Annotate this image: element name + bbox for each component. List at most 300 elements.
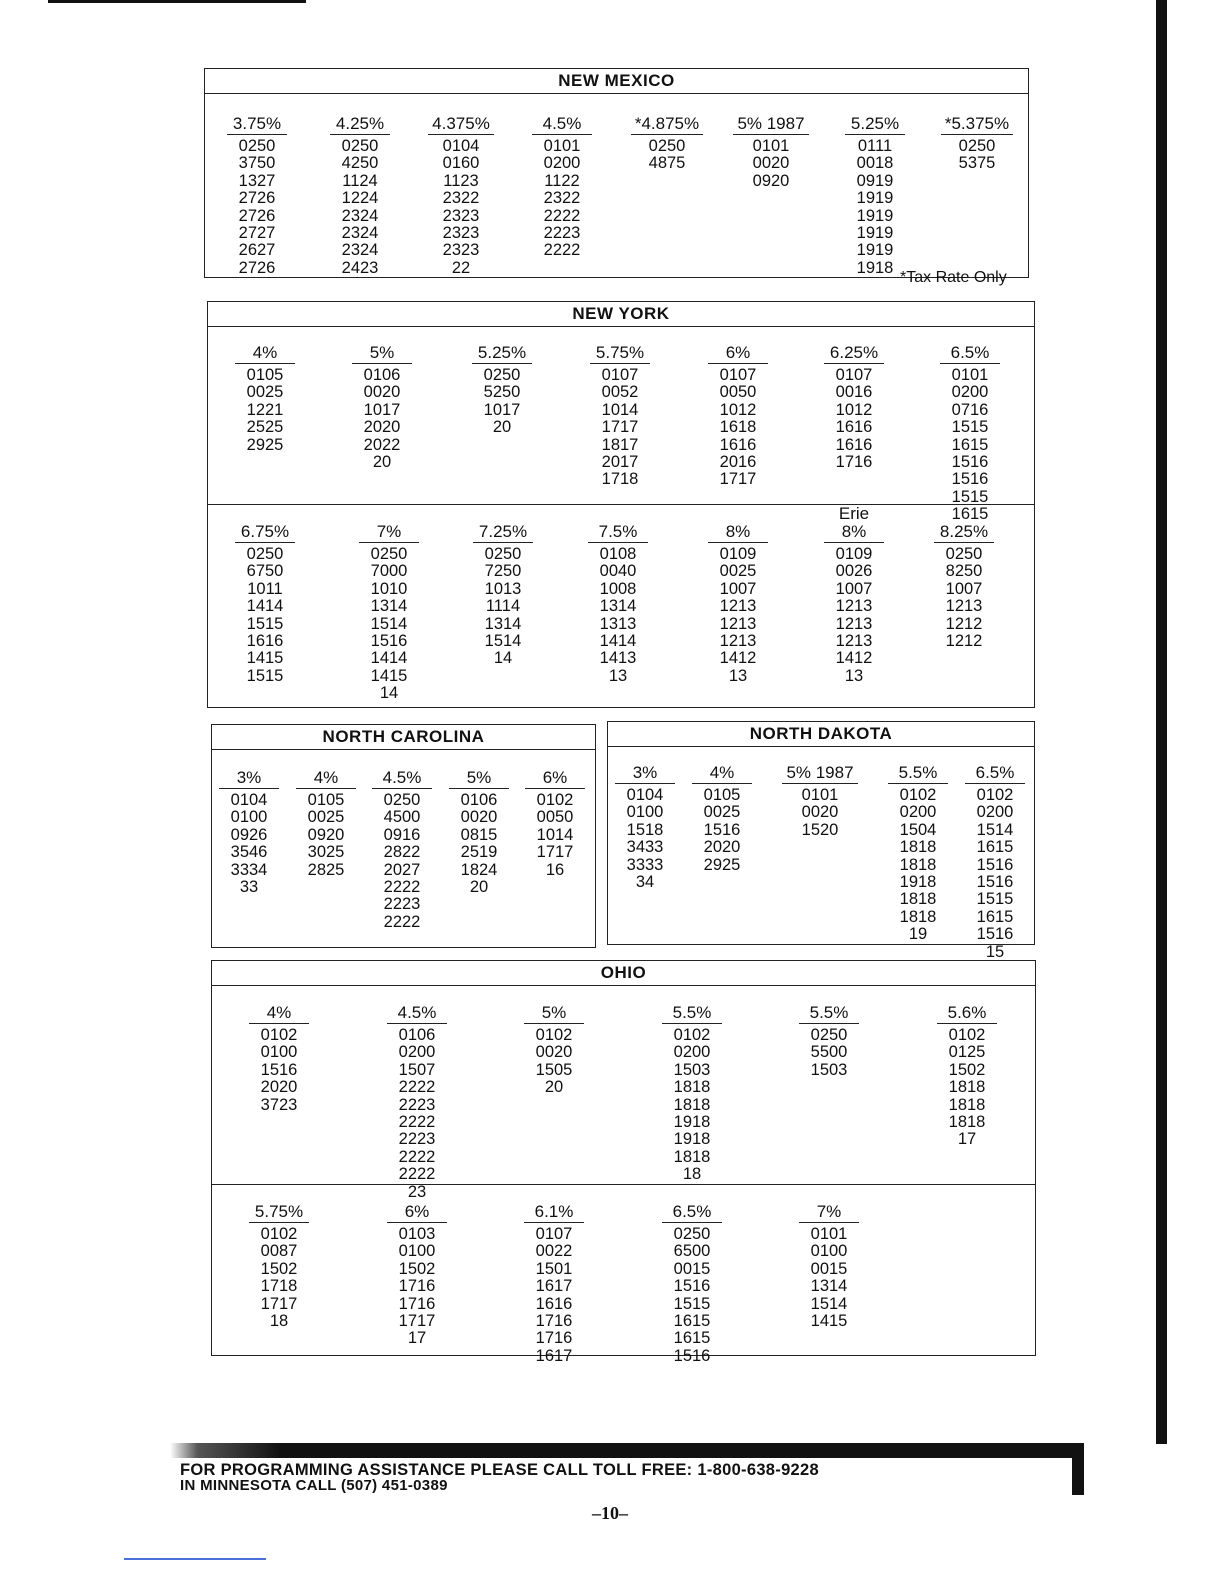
- rate-column: [688, 326, 788, 489]
- rate-column: [920, 326, 1020, 524]
- rate-code: 0101: [951, 366, 989, 384]
- rate-code: 17: [407, 1329, 427, 1348]
- rate-code: 1414: [370, 649, 408, 668]
- rate-code: 2020: [260, 1078, 298, 1097]
- rate-code: 1007: [835, 579, 873, 598]
- rate-code: 0106: [398, 1026, 436, 1044]
- rate-code: 1213: [835, 631, 873, 650]
- rate-code: 3546: [230, 843, 268, 862]
- rate-code: 1520: [801, 820, 839, 839]
- rate-column: [770, 746, 870, 839]
- rate-code: 5375: [958, 154, 996, 173]
- rate-code: 0016: [835, 383, 873, 402]
- top-rule: [48, 0, 306, 3]
- rate-code: 0102: [260, 1026, 298, 1044]
- rate-code: 1501: [535, 1259, 573, 1278]
- rate-code: 2020: [363, 418, 401, 437]
- rate-code: 2822: [383, 843, 421, 862]
- rate-code: 0102: [673, 1026, 711, 1044]
- rate-code: 2223: [398, 1095, 436, 1114]
- rate-code: 33: [239, 877, 259, 896]
- rate-qualifier: [229, 986, 329, 1003]
- rate-qualifier: [411, 97, 511, 114]
- section-title: NEW MEXICO: [205, 69, 1028, 94]
- rate-code: 0200: [976, 803, 1014, 822]
- rate-code: 1515: [951, 487, 989, 506]
- rate-header: 5.5%: [799, 1003, 859, 1024]
- rate-code: 0250: [370, 545, 408, 563]
- rate-code: 5250: [483, 383, 521, 402]
- rate-qualifier: [453, 505, 553, 522]
- rate-header: 7.5%: [588, 522, 648, 543]
- rate-code: 3433: [626, 838, 664, 857]
- rate-code: 0250: [246, 545, 284, 563]
- rate-code: 16: [545, 860, 565, 879]
- rate-row: [205, 97, 1028, 277]
- rate-code: 0200: [673, 1043, 711, 1062]
- rate-code: 1615: [976, 907, 1014, 926]
- rate-row: [212, 986, 1035, 1201]
- code-list: [920, 367, 1020, 524]
- rate-code: 0200: [951, 383, 989, 402]
- rate-header: 6%: [387, 1202, 447, 1223]
- section-north-dakota: [607, 721, 1035, 961]
- rate-code: 2925: [703, 855, 741, 874]
- rate-qualifier: [927, 97, 1027, 114]
- rate-code: 1716: [398, 1277, 436, 1296]
- rate-code: 1615: [673, 1329, 711, 1348]
- rate-code: 1516: [673, 1277, 711, 1296]
- rate-code: 2022: [363, 435, 401, 454]
- rate-code: 0111: [857, 137, 893, 155]
- rate-code: 1213: [719, 631, 757, 650]
- code-list: [770, 787, 870, 839]
- rate-column: [779, 1185, 879, 1330]
- rate-header: 6.5%: [662, 1202, 722, 1223]
- rate-code: 1502: [260, 1259, 298, 1278]
- rate-code: 3334: [230, 860, 268, 879]
- rate-code: 0920: [752, 171, 790, 190]
- rate-code: 2423: [341, 258, 379, 277]
- rate-code: 1717: [260, 1294, 298, 1313]
- rate-code: 0104: [626, 786, 664, 804]
- rate-code: 1314: [484, 614, 522, 633]
- rate-code: 0107: [601, 366, 639, 384]
- section-title: OHIO: [212, 961, 1035, 986]
- rate-code: 1515: [673, 1294, 711, 1313]
- rate-qualifier: [505, 751, 605, 768]
- rate-code: 0020: [363, 383, 401, 402]
- rate-code: 0250: [238, 137, 276, 155]
- rate-code: 1618: [719, 418, 757, 437]
- rate-code: 1617: [535, 1346, 573, 1365]
- rate-code: 1515: [976, 890, 1014, 909]
- rate-row: [212, 1184, 1035, 1365]
- rate-code: 2322: [442, 189, 480, 208]
- rate-code: 2222: [398, 1165, 436, 1184]
- rate-code: 14: [379, 684, 399, 703]
- rate-code: 0025: [719, 562, 757, 581]
- rate-column: [642, 1185, 742, 1365]
- rate-header: 4.5%: [532, 114, 592, 135]
- rate-code: 1717: [398, 1311, 436, 1330]
- rate-code: 1717: [601, 418, 639, 437]
- code-list: [688, 367, 788, 489]
- rate-header: 5.25%: [845, 114, 905, 135]
- code-list: [229, 1226, 329, 1330]
- rate-code: 0101: [752, 137, 790, 155]
- rate-code: 0026: [835, 562, 873, 581]
- rate-code: 1817: [601, 435, 639, 454]
- rate-code: 0106: [460, 791, 498, 809]
- code-list: [617, 138, 717, 173]
- rate-column: [504, 1185, 604, 1365]
- rate-header: 3.75%: [227, 114, 287, 135]
- rate-column: [568, 505, 668, 685]
- rate-header: 4%: [235, 343, 295, 364]
- rate-qualifier: [332, 326, 432, 343]
- rate-code: 1314: [370, 597, 408, 616]
- rate-code: 34: [635, 872, 655, 891]
- rate-code: 3723: [260, 1095, 298, 1114]
- rate-code: 0105: [246, 366, 284, 384]
- rate-code: 1516: [976, 925, 1014, 944]
- rate-code: 1516: [673, 1346, 711, 1365]
- rate-qualifier: [367, 986, 467, 1003]
- rate-code: 0200: [543, 154, 581, 173]
- rate-code: 18: [682, 1165, 702, 1184]
- rate-header: 6.75%: [235, 522, 295, 543]
- rate-code: 2222: [543, 206, 581, 225]
- rate-header: 6.25%: [824, 343, 884, 364]
- rate-code: 1012: [719, 400, 757, 419]
- rate-header: 5%: [524, 1003, 584, 1024]
- right-edge-bar: [1156, 0, 1167, 1444]
- rate-column: [917, 986, 1017, 1149]
- rate-code: 0101: [543, 137, 581, 155]
- rate-column: [367, 1182, 467, 1348]
- rate-code: 0102: [535, 1026, 573, 1044]
- rate-header: 5%: [449, 768, 509, 789]
- rate-code: 2222: [398, 1112, 436, 1131]
- minnesota-phone-notice: IN MINNESOTA CALL (507) 451-0389: [180, 1477, 448, 1494]
- rate-code: 0020: [801, 803, 839, 822]
- rate-code: 2324: [341, 223, 379, 242]
- rate-code: 1212: [945, 614, 983, 633]
- section-title: NEW YORK: [208, 302, 1034, 327]
- rate-code: 0050: [719, 383, 757, 402]
- rate-header: 6%: [525, 768, 585, 789]
- rate-code: 1818: [899, 855, 937, 874]
- rate-code: 0020: [535, 1043, 573, 1062]
- rate-code: 20: [492, 418, 512, 437]
- rate-code: 2525: [246, 418, 284, 437]
- rate-qualifier: [672, 746, 772, 763]
- rate-code: 1818: [899, 890, 937, 909]
- rate-header: 5.75%: [590, 343, 650, 364]
- rate-code: 0018: [856, 154, 894, 173]
- rate-row: [208, 504, 1034, 708]
- rate-column: [927, 97, 1027, 173]
- rate-code: 1505: [535, 1060, 573, 1079]
- rate-code: 0919: [856, 171, 894, 190]
- rate-code: 13: [728, 666, 748, 685]
- rate-code: 0025: [703, 803, 741, 822]
- code-list: [721, 138, 821, 190]
- rate-code: 2627: [238, 241, 276, 260]
- rate-qualifier: [570, 326, 670, 343]
- rate-code: 1516: [951, 470, 989, 489]
- rate-code: 0040: [599, 562, 637, 581]
- code-list: [504, 1226, 604, 1365]
- rate-code: 1919: [856, 241, 894, 260]
- rate-code: 0022: [535, 1242, 573, 1261]
- rate-code: 0109: [719, 545, 757, 563]
- rate-column: [332, 326, 432, 471]
- rate-code: 0101: [810, 1225, 848, 1243]
- rate-code: 1313: [599, 614, 637, 633]
- rate-code: 1507: [398, 1060, 436, 1079]
- rate-code: 1818: [673, 1095, 711, 1114]
- rate-code: 0108: [599, 545, 637, 563]
- rate-code: 1017: [483, 400, 521, 419]
- code-list: [570, 367, 670, 489]
- rate-code: 1413: [599, 649, 637, 668]
- rate-code: 2324: [341, 206, 379, 225]
- rate-code: 2323: [442, 223, 480, 242]
- rate-code: 1818: [948, 1112, 986, 1131]
- rate-code: 1008: [599, 579, 637, 598]
- rate-code: 0916: [383, 825, 421, 844]
- rate-code: 1818: [948, 1078, 986, 1097]
- rate-code: 0815: [460, 825, 498, 844]
- rate-code: 1514: [976, 820, 1014, 839]
- rate-header: 5.5%: [662, 1003, 722, 1024]
- rate-header: 5.5%: [888, 763, 948, 784]
- rate-code: 1012: [835, 400, 873, 419]
- code-list: [505, 792, 605, 879]
- rate-code: 1415: [810, 1311, 848, 1330]
- code-list: [642, 1027, 742, 1184]
- rate-code: 1716: [535, 1329, 573, 1348]
- rate-code: 5500: [810, 1043, 848, 1062]
- rate-column: [512, 97, 612, 260]
- rate-code: 1615: [976, 838, 1014, 857]
- rate-header: 5% 1987: [733, 114, 808, 135]
- rate-code: 20: [469, 877, 489, 896]
- code-list: [215, 546, 315, 685]
- rate-code: 0105: [307, 791, 345, 809]
- rate-code: 22: [451, 258, 471, 277]
- rate-code: 0101: [801, 786, 839, 804]
- rate-code: 7250: [484, 562, 522, 581]
- rate-qualifier: [452, 326, 552, 343]
- rate-column: [229, 986, 329, 1114]
- rate-code: 1124: [342, 171, 378, 190]
- rate-code: 1515: [246, 666, 284, 685]
- rate-header: 8.25%: [934, 522, 994, 543]
- rate-column: [215, 505, 315, 685]
- rate-code: 15: [985, 942, 1005, 961]
- rate-code: 0102: [260, 1225, 298, 1243]
- rate-code: 1616: [835, 418, 873, 437]
- rate-column: [411, 97, 511, 277]
- rate-code: 2323: [442, 241, 480, 260]
- rate-qualifier: [770, 746, 870, 763]
- rate-code: 2222: [398, 1147, 436, 1166]
- rate-code: 1516: [951, 452, 989, 471]
- rate-code: 1213: [945, 597, 983, 616]
- rate-code: 1716: [835, 452, 873, 471]
- code-list: [642, 1226, 742, 1365]
- rate-code: 1818: [673, 1147, 711, 1166]
- rate-code: 2925: [246, 435, 284, 454]
- footer-banner: [170, 1443, 1084, 1495]
- rate-header: 6.5%: [965, 763, 1025, 784]
- code-list: [411, 138, 511, 277]
- code-list: [215, 367, 315, 454]
- code-list: [688, 546, 788, 685]
- rate-code: 19: [908, 925, 928, 944]
- rate-code: 1502: [398, 1259, 436, 1278]
- rate-code: 0250: [958, 137, 996, 155]
- rate-code: 0250: [341, 137, 379, 155]
- rate-header: 7%: [799, 1202, 859, 1223]
- rate-column: [339, 505, 439, 703]
- rate-code: 8250: [945, 562, 983, 581]
- rate-qualifier: [215, 505, 315, 522]
- rate-qualifier: [617, 97, 717, 114]
- section-title: NORTH DAKOTA: [608, 722, 1034, 747]
- rate-header: 7%: [359, 522, 419, 543]
- rate-code: 1615: [673, 1311, 711, 1330]
- rate-qualifier: [825, 97, 925, 114]
- rate-code: 1123: [443, 171, 479, 190]
- code-list: [779, 1027, 879, 1079]
- code-list: [804, 367, 904, 471]
- rate-code: 0015: [673, 1259, 711, 1278]
- rate-code: 1918: [899, 872, 937, 891]
- rate-header: 4%: [249, 1003, 309, 1024]
- rate-code: 0250: [483, 366, 521, 384]
- rate-code: 13: [844, 666, 864, 685]
- rate-code: 6500: [673, 1242, 711, 1261]
- rate-code: 1516: [370, 631, 408, 650]
- rate-code: 0125: [948, 1043, 986, 1062]
- footer-side-bar: [1072, 1443, 1084, 1495]
- rate-qualifier: [688, 326, 788, 343]
- page-number: –10–: [592, 1503, 628, 1523]
- rate-code: 0050: [536, 808, 574, 827]
- rate-code: 20: [372, 452, 392, 471]
- rate-code: 1504: [899, 820, 937, 839]
- rate-code: 2222: [543, 241, 581, 260]
- code-list: [512, 138, 612, 260]
- code-list: [825, 138, 925, 277]
- rate-column: [804, 505, 904, 685]
- rate-column: [779, 986, 879, 1079]
- rate-column: [672, 746, 772, 874]
- section-new-mexico: [204, 68, 1029, 278]
- rate-header: 6.1%: [524, 1202, 584, 1223]
- rate-code: 2223: [543, 223, 581, 242]
- rate-qualifier: [804, 326, 904, 343]
- code-list: [453, 546, 553, 668]
- rate-code: 2322: [543, 189, 581, 208]
- rate-code: 1717: [719, 470, 757, 489]
- rate-column: [229, 1185, 329, 1330]
- rate-code: 0104: [442, 137, 480, 155]
- rate-code: 2222: [383, 912, 421, 931]
- rate-code: 1213: [835, 614, 873, 633]
- rate-code: 1515: [246, 614, 284, 633]
- rate-code: 1314: [599, 597, 637, 616]
- rate-code: 1516: [703, 820, 741, 839]
- rate-code: 0015: [810, 1259, 848, 1278]
- rate-code: 1221: [246, 400, 284, 419]
- rate-code: 1918: [673, 1130, 711, 1149]
- tax-rate-note: *Tax Rate Only: [900, 269, 1007, 286]
- code-list: [804, 546, 904, 685]
- section-north-carolina: [211, 724, 596, 948]
- code-list: [207, 138, 307, 277]
- code-list: [229, 1027, 329, 1114]
- rate-code: 2020: [703, 838, 741, 857]
- rate-header: 4.5%: [387, 1003, 447, 1024]
- rate-code: 2222: [383, 877, 421, 896]
- toll-free-notice: FOR PROGRAMMING ASSISTANCE PLEASE CALL TOLL FREE: 1-800-638-9228: [180, 1461, 819, 1479]
- rate-code: 1716: [398, 1294, 436, 1313]
- rate-code: 1114: [485, 597, 521, 616]
- rate-qualifier: [721, 97, 821, 114]
- rate-code: 2223: [383, 895, 421, 914]
- bottom-link-rule: [124, 1558, 266, 1560]
- rate-code: 1010: [370, 579, 408, 598]
- rate-qualifier: [310, 97, 410, 114]
- rate-code: 0107: [835, 366, 873, 384]
- rate-qualifier: [512, 97, 612, 114]
- rate-code: 1412: [719, 649, 757, 668]
- rate-qualifier: [779, 986, 879, 1003]
- rate-header: 5.25%: [472, 343, 532, 364]
- rate-code: 1212: [945, 631, 983, 650]
- rate-code: 20: [544, 1078, 564, 1097]
- code-list: [504, 1027, 604, 1097]
- rate-code: 1515: [951, 418, 989, 437]
- code-list: [310, 138, 410, 277]
- rate-header: 4%: [296, 768, 356, 789]
- rate-code: 0103: [398, 1225, 436, 1243]
- rate-qualifier: Erie: [838, 504, 870, 523]
- rate-code: 0020: [460, 808, 498, 827]
- rate-code: 0250: [673, 1225, 711, 1243]
- rate-code: 1818: [673, 1078, 711, 1097]
- rate-code: 0920: [307, 825, 345, 844]
- footer-bar: [170, 1443, 1084, 1458]
- rate-code: 1503: [810, 1060, 848, 1079]
- section-new-york: [207, 301, 1035, 708]
- rate-header: 3%: [219, 768, 279, 789]
- rate-code: 0160: [442, 154, 480, 173]
- rate-code: 1327: [238, 171, 276, 190]
- rate-qualifier: [367, 1182, 467, 1202]
- rate-code: 0102: [536, 791, 574, 809]
- rate-header: 7.25%: [473, 522, 533, 543]
- code-list: [779, 1226, 879, 1330]
- rate-code: 1213: [719, 597, 757, 616]
- rate-column: [452, 326, 552, 437]
- rate-row: [608, 746, 1034, 961]
